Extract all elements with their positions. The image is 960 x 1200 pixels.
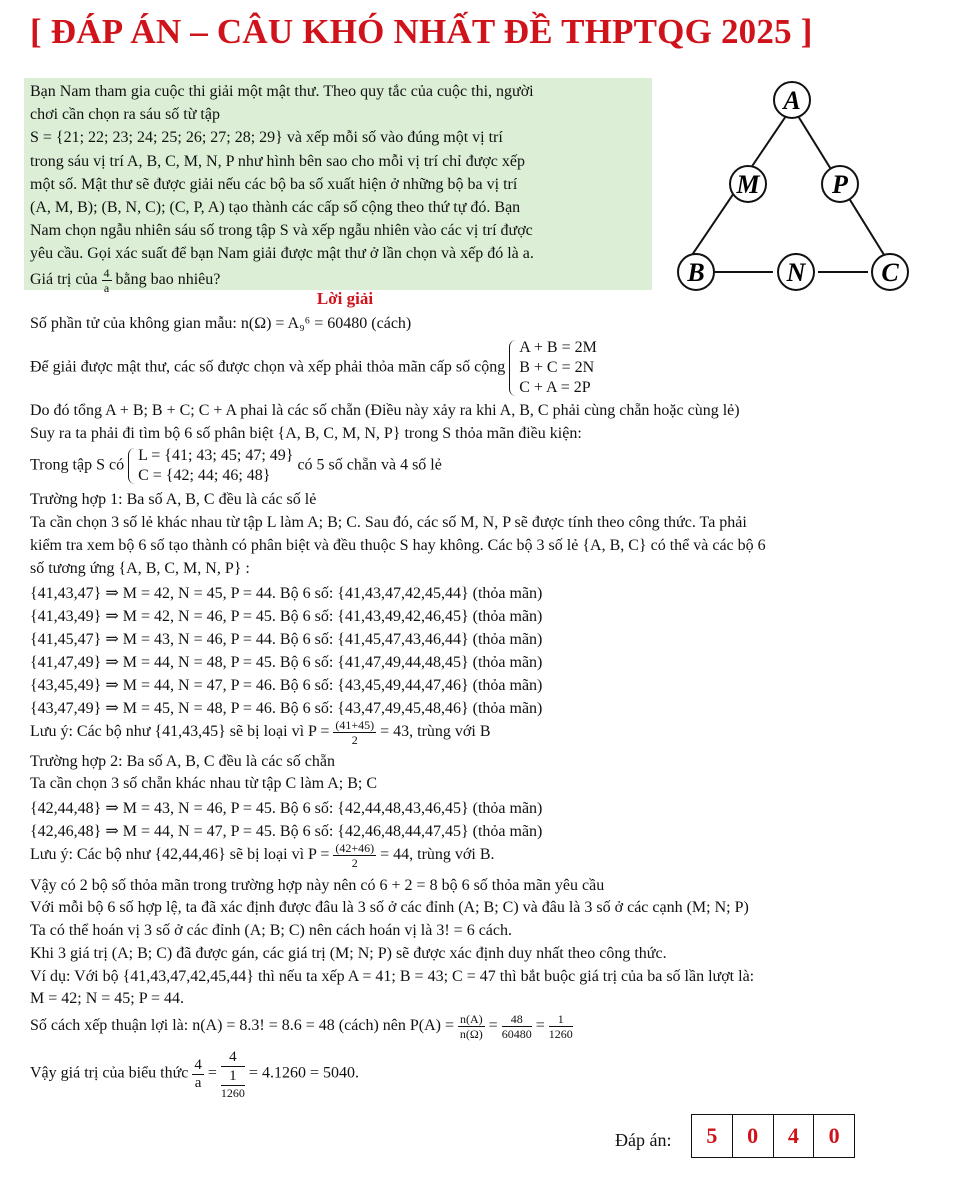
favorable-prefix: Số cách xếp thuận lợi là: n(A) = 8.3! = 8.6 = 48 (cách) nên P(A) =: [30, 1017, 454, 1035]
note2-prefix: Lưu ý: Các bộ như {42,44,46} sẽ bị loại vì P =: [30, 846, 330, 864]
fraction-numerator: 1: [549, 1012, 573, 1027]
note2-suffix: = 44, trùng với B.: [380, 846, 495, 864]
node-m: [730, 166, 766, 202]
problem-line: S = {21; 22; 23; 24; 25; 26; 27; 28; 29} và xếp mỗi số vào đúng một vị trí: [30, 129, 503, 147]
fraction-numerator: 1: [221, 1067, 245, 1086]
probability-fraction: [458, 1012, 485, 1041]
case1-title: Trường hợp 1: Ba số A, B, C đều là các số lẻ: [30, 491, 317, 508]
question-prefix: Giá trị của: [30, 270, 98, 288]
case2-row: {42,44,48} ⇒ M = 43, N = 46, P = 45. Bộ 6 số: {42,44,48,43,46,45} (thỏa mãn): [30, 800, 543, 817]
svg-text:P: P: [832, 170, 848, 199]
case2-row: {42,46,48} ⇒ M = 44, N = 47, P = 45. Bộ 6 số: {42,46,48,44,47,45} (thỏa mãn): [30, 823, 543, 840]
question-suffix: bằng bao nhiêu?: [115, 270, 221, 288]
final-fraction-4-a: [192, 1057, 204, 1092]
note1-suffix: = 43, trùng với B: [380, 723, 491, 741]
fraction-denominator: 60480: [501, 1027, 532, 1041]
note1-prefix: Lưu ý: Các bộ như {41,43,45} sẽ bị loại vì P =: [30, 723, 330, 741]
fraction-denominator: a: [103, 280, 110, 295]
case1-row: {41,45,47} ⇒ M = 43, N = 46, P = 44. Bộ 6 số: {41,45,47,43,46,44} (thỏa mãn): [30, 631, 543, 648]
inner-fraction: [221, 1067, 245, 1100]
problem-statement: [30, 80, 650, 295]
note1-line: [30, 718, 940, 747]
summary-line: Vậy có 2 bộ số thỏa mãn trong trường hợp này nên có 6 + 2 = 8 bộ 6 số thỏa mãn yêu cầu: [30, 877, 605, 894]
svg-text:B: B: [687, 258, 705, 287]
case2-desc: Ta cần chọn 3 số chẵn khác nhau từ tập C làm A; B; C: [30, 775, 378, 792]
answer-digit: 0: [813, 1115, 854, 1157]
fraction-numerator: 4: [221, 1048, 245, 1067]
case1-desc-line: kiểm tra xem bộ 6 số tạo thành có phân biệt và đều thuộc S hay không. Các bộ 3 số lẻ {A, B, C} có thể và các bộ 6: [30, 537, 766, 554]
case1-row: {41,43,49} ⇒ M = 42, N = 46, P = 45. Bộ 6 số: {41,43,49,42,46,45} (thỏa mãn): [30, 608, 543, 625]
favorable-line: Số cách xếp thuận lợi là: n(A) = 8.3! = 8.6 = 48 (cách) nên P(A) = $\frac{n(A)}{n(\Omega)}$ = $\frac{48}{60480}$ = $\frac{1}{1260}$: [30, 1012, 573, 1041]
case1-row: {41,43,47} ⇒ M = 42, N = 45, P = 44. Bộ 6 số: {41,43,47,42,45,44} (thỏa mãn): [30, 585, 543, 602]
summary-line: Ta có thể hoán vị 3 số ở các đỉnh (A; B; C) nên cách hoán vị là 3! = 6 cách.: [30, 922, 512, 939]
problem-line: (A, M, B); (B, N, C); (C, P, A) tạo thành các cấp số cộng theo thứ tự đó. Bạn: [30, 199, 521, 217]
set-prefix: Trong tập S có: [30, 456, 125, 474]
final-suffix: = 4.1260 = 5040.: [248, 1064, 359, 1082]
triangle-diagram: [668, 76, 928, 298]
system-equation: C + A = 2P: [519, 379, 591, 396]
fraction-denominator: 1260: [548, 1027, 573, 1041]
page-title: [ ĐÁP ÁN – CÂU KHÓ NHẤT ĐỀ THPTQG 2025 ]: [30, 12, 813, 51]
system-equation: B + C = 2N: [519, 359, 595, 376]
answer-label: Đáp án:: [615, 1130, 672, 1150]
summary-line: Với mỗi bộ 6 số hợp lệ, ta đã xác định được đâu là 3 số ở các đỉnh (A; B; C) và đâu là 3 số ở các cạnh (M; N; P): [30, 899, 749, 916]
node-b: [678, 254, 714, 290]
problem-line: Nam chọn ngẫu nhiên sáu số trong tập S và xếp ngẫu nhiên vào các vị trí được: [30, 222, 533, 240]
final-line: Vậy giá trị của biểu thức $\frac{4}{a}$ = $\frac{4}{\frac{1}{1260}}$ = 4.1260 = 5040.: [30, 1049, 359, 1100]
final-prefix: Vậy giá trị của biểu thức: [30, 1064, 189, 1082]
problem-line: một số. Mật thư sẽ được giải nếu các bộ ba số xuất hiện ở những bộ ba vị trí: [30, 175, 518, 193]
final-nested-fraction: [221, 1048, 245, 1100]
fraction-numerator: (41+45): [335, 718, 375, 732]
case1-row: {41,47,49} ⇒ M = 44, N = 48, P = 45. Bộ 6 số: {41,47,49,44,48,45} (thỏa mãn): [30, 654, 543, 671]
fraction-numerator: 4: [194, 1056, 202, 1073]
system-equation: A + B = 2M: [519, 339, 597, 356]
fraction-denominator: 2: [351, 856, 358, 870]
answer-digit: 5: [706, 1123, 718, 1148]
find-line: Suy ra ta phải đi tìm bộ 6 số phân biệt {A, B, C, M, N, P} trong S thỏa mãn điều kiện:: [30, 425, 582, 442]
set-equation: L = {41; 43; 45; 47; 49}: [138, 447, 294, 464]
fraction-numerator: 4: [103, 265, 110, 280]
fraction-denominator: a: [194, 1074, 202, 1091]
svg-text:N: N: [786, 258, 806, 287]
case1-row: {43,45,49} ⇒ M = 44, N = 47, P = 46. Bộ 6 số: {43,45,49,44,47,46} (thỏa mãn): [30, 677, 543, 694]
probability-fraction-value: [502, 1012, 532, 1041]
svg-text:C: C: [881, 258, 899, 287]
summary-line: Khi 3 giá trị (A; B; C) đã được gán, các giá trị (M; N; P) sẽ được xác định duy nhất theo công thức.: [30, 945, 667, 962]
fraction-numerator: 48: [502, 1012, 532, 1027]
problem-line: chơi cần chọn ra sáu số từ tập: [30, 106, 220, 124]
problem-line: yêu cầu. Gọi xác suất để bạn Nam giải được mật thư ở lần chọn và xếp đó là a.: [30, 245, 534, 263]
answer-digit: 4: [773, 1115, 814, 1157]
fraction-denominator: 1260: [220, 1086, 245, 1100]
progression-system: [509, 338, 597, 398]
note2-fraction: [333, 841, 376, 870]
node-p: [822, 166, 858, 202]
answer-digit: 0: [732, 1115, 773, 1157]
case1-row: {43,47,49} ⇒ M = 45, N = 48, P = 46. Bộ 6 số: {43,47,49,45,48,46} (thỏa mãn): [30, 700, 543, 717]
set-system: [128, 446, 293, 486]
case1-desc-line: số tương ứng {A, B, C, M, N, P} :: [30, 560, 250, 577]
summary-line: Ví dụ: Với bộ {41,43,47,42,45,44} thì nếu ta xếp A = 41; B = 43; C = 47 thì bắt buộc giá trị của ba số lần lượt là:: [30, 968, 755, 985]
parity-line: Do đó tổng A + B; B + C; C + A phai là các số chẵn (Điều này xảy ra khi A, B, C phải cùng chẵn hoặc cùng lẻ): [30, 402, 740, 419]
answer-box: [691, 1114, 855, 1158]
condition-line: [30, 338, 940, 398]
set-line: [30, 446, 940, 486]
node-c: [872, 254, 908, 290]
probability-fraction-simplified: [549, 1012, 573, 1041]
case1-desc-line: Ta cần chọn 3 số lẻ khác nhau từ tập L làm A; B; C. Sau đó, các số M, N, P sẽ được tính theo công thức. Ta phải: [30, 514, 747, 531]
node-a: [774, 82, 810, 118]
solution-heading: Lời giải: [316, 289, 374, 308]
fraction-numerator: (42+46): [335, 841, 375, 855]
svg-text:A: A: [783, 86, 801, 115]
svg-text:M: M: [736, 170, 760, 199]
problem-line: Bạn Nam tham gia cuộc thi giải một mật thư. Theo quy tắc của cuộc thi, người: [30, 83, 534, 100]
set-equation: C = {42; 44; 46; 48}: [138, 467, 271, 484]
fraction-denominator: 2: [351, 733, 358, 747]
note2-line: [30, 841, 940, 870]
set-suffix: có 5 số chẵn và 4 số lẻ: [297, 456, 442, 474]
fraction-numerator: n(A): [460, 1012, 483, 1026]
note1-fraction: [333, 718, 376, 747]
node-n: [778, 254, 814, 290]
case2-title: Trường hợp 2: Ba số A, B, C đều là các số chẵn: [30, 753, 335, 770]
summary-line: M = 42; N = 45; P = 44.: [30, 990, 185, 1007]
fraction-denominator: n(Ω): [459, 1027, 483, 1041]
fraction-denominator: [221, 1067, 245, 1100]
sample-space-line: Số phần tử của không gian mẫu: n(Ω) = A₉⁶ = 60480 (cách): [30, 315, 412, 332]
problem-line: trong sáu vị trí A, B, C, M, N, P như hình bên sao cho mỗi vị trí chỉ được xếp: [30, 152, 525, 170]
condition-text: Để giải được mật thư, các số được chọn và xếp phải thỏa mãn cấp số cộng: [30, 358, 506, 376]
